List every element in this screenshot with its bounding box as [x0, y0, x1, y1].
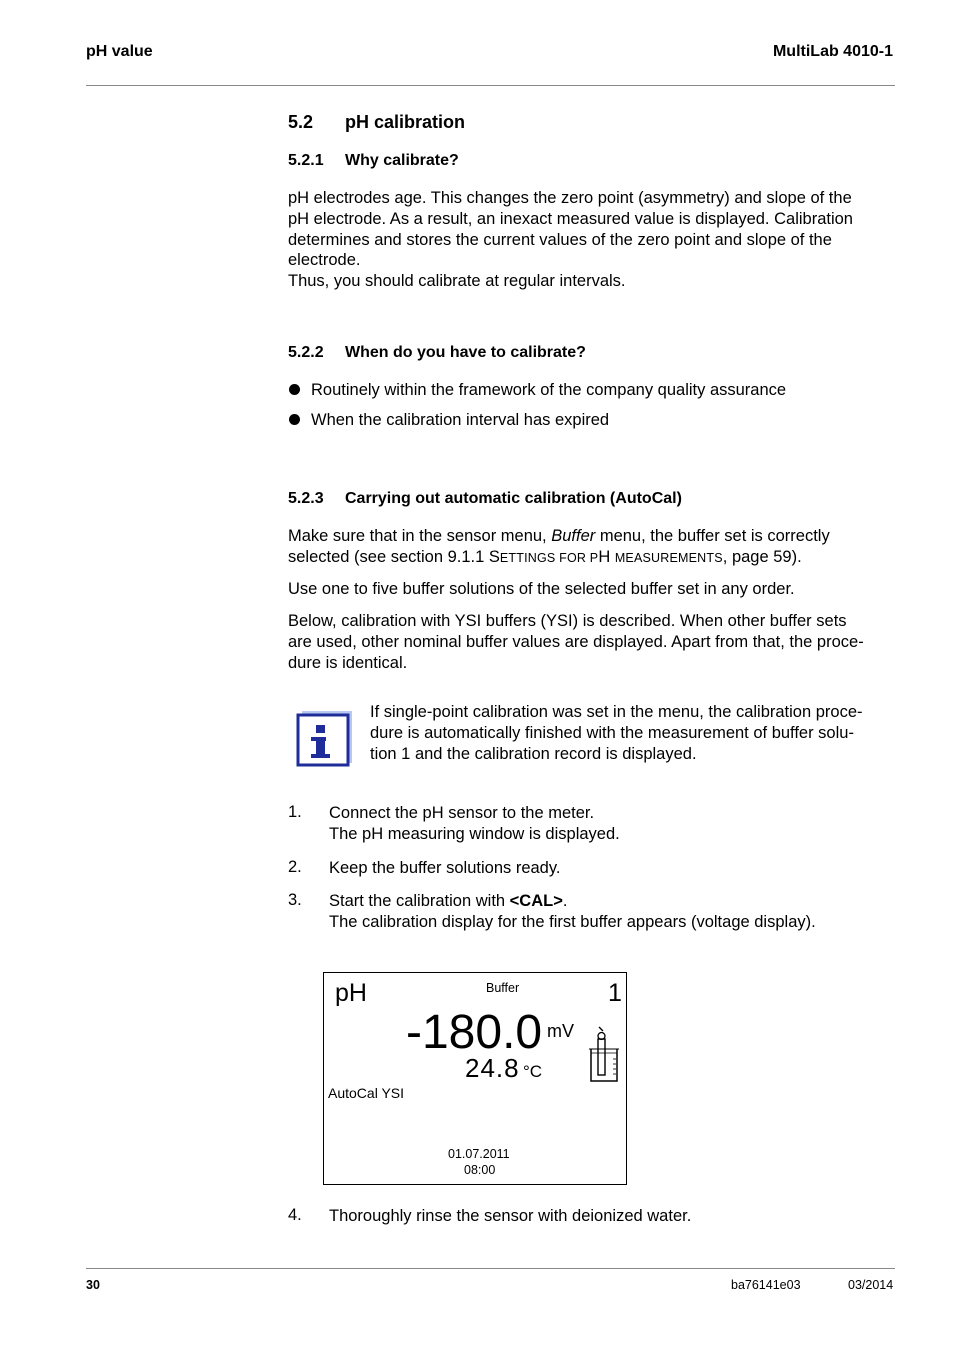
sub3-paragraph-3 — [288, 611, 864, 673]
display-time: 08:00 — [464, 1163, 496, 1177]
text-line: electrode. — [288, 251, 361, 270]
text-line: dure is identical. — [288, 653, 408, 672]
sub2-title: When do you have to calibrate? — [345, 344, 586, 361]
display-temp: 24.8 — [465, 1053, 520, 1083]
section-number: 5.2 — [288, 112, 314, 132]
step-number: 2. — [288, 858, 302, 876]
footer-rule — [86, 1268, 895, 1269]
bullet-icon — [289, 384, 300, 395]
text-line: If single-point calibration was set in the menu, the calibration proce- — [370, 703, 863, 721]
display-value-unit: mV — [547, 1021, 574, 1041]
text-line: determines and stores the current values of the zero point and slope of the — [288, 230, 832, 249]
text-line: Make sure that in the sensor menu, Buffer menu, the buffer set is correctly — [288, 527, 830, 545]
bullet-item: When the calibration interval has expired — [311, 411, 610, 429]
key-cal: <CAL> — [509, 892, 563, 910]
meter-display — [323, 972, 627, 1185]
sub3-number: 5.2.3 — [288, 490, 324, 507]
sub2-number: 5.2.2 — [288, 344, 324, 361]
text-line: Thus, you should calibrate at regular intervals. — [288, 272, 626, 291]
display-date: 01.07.2011 — [448, 1147, 510, 1161]
text-line: selected (see section 9.1.1 SETTINGS FOR PH MEASUREMENTS, page 59). — [288, 547, 802, 566]
display-param: pH — [335, 979, 367, 1007]
info-icon — [296, 709, 354, 767]
text-line: tion 1 and the calibration record is displayed. — [370, 744, 697, 763]
step-number: 1. — [288, 803, 302, 821]
header-rule — [86, 85, 895, 86]
bullet-item: Routinely within the framework of the company quality assurance — [311, 381, 787, 399]
note-text — [370, 702, 863, 764]
text-line: dure is automatically finished with the measurement of buffer solu- — [370, 723, 854, 742]
beaker-sensor-icon — [587, 1023, 621, 1087]
page-number: 30 — [86, 1278, 100, 1292]
display-value: -180.0 — [406, 1006, 543, 1059]
doc-date: 03/2014 — [848, 1278, 894, 1292]
step-number: 3. — [288, 891, 302, 909]
display-temp-unit: °C — [523, 1062, 543, 1081]
bullet-icon — [289, 414, 300, 425]
text-line: Below, calibration with YSI buffers (YSI) is described. When other buffer sets — [288, 612, 847, 630]
sub1-paragraph — [288, 188, 853, 292]
display-buffer-label: Buffer — [486, 981, 520, 995]
step-number: 4. — [288, 1206, 302, 1224]
sub3-paragraph-1 — [288, 526, 830, 569]
section-title: pH calibration — [345, 112, 466, 132]
step-text: Start the calibration with <CAL>. The calibration display for the first buffer appears (voltage display). — [329, 892, 816, 931]
sub3-title: Carrying out automatic calibration (AutoCal) — [345, 490, 682, 507]
step-text: Keep the buffer solutions ready. — [329, 859, 561, 877]
display-mode: AutoCal YSI — [328, 1085, 405, 1101]
header-right: MultiLab 4010-1 — [772, 43, 893, 60]
sub1-title: Why calibrate? — [345, 152, 459, 169]
text-line: pH electrode. As a result, an inexact measured value is displayed. Calibration — [288, 209, 853, 228]
doc-number: ba76141e03 — [731, 1278, 801, 1292]
step-text: Connect the pH sensor to the meter. The pH measuring window is displayed. — [329, 804, 620, 843]
text-line: pH electrodes age. This changes the zero point (asymmetry) and slope of the — [288, 189, 852, 207]
step-text: Thoroughly rinse the sensor with deionized water. — [329, 1207, 692, 1225]
sub3-paragraph-2: Use one to five buffer solutions of the selected buffer set in any order. — [288, 580, 795, 598]
sub1-number: 5.2.1 — [288, 152, 324, 169]
text-line: are used, other nominal buffer values are displayed. Apart from that, the proce- — [288, 632, 864, 651]
header-left: pH value — [86, 43, 153, 60]
display-buffer-number: 1 — [608, 979, 622, 1007]
